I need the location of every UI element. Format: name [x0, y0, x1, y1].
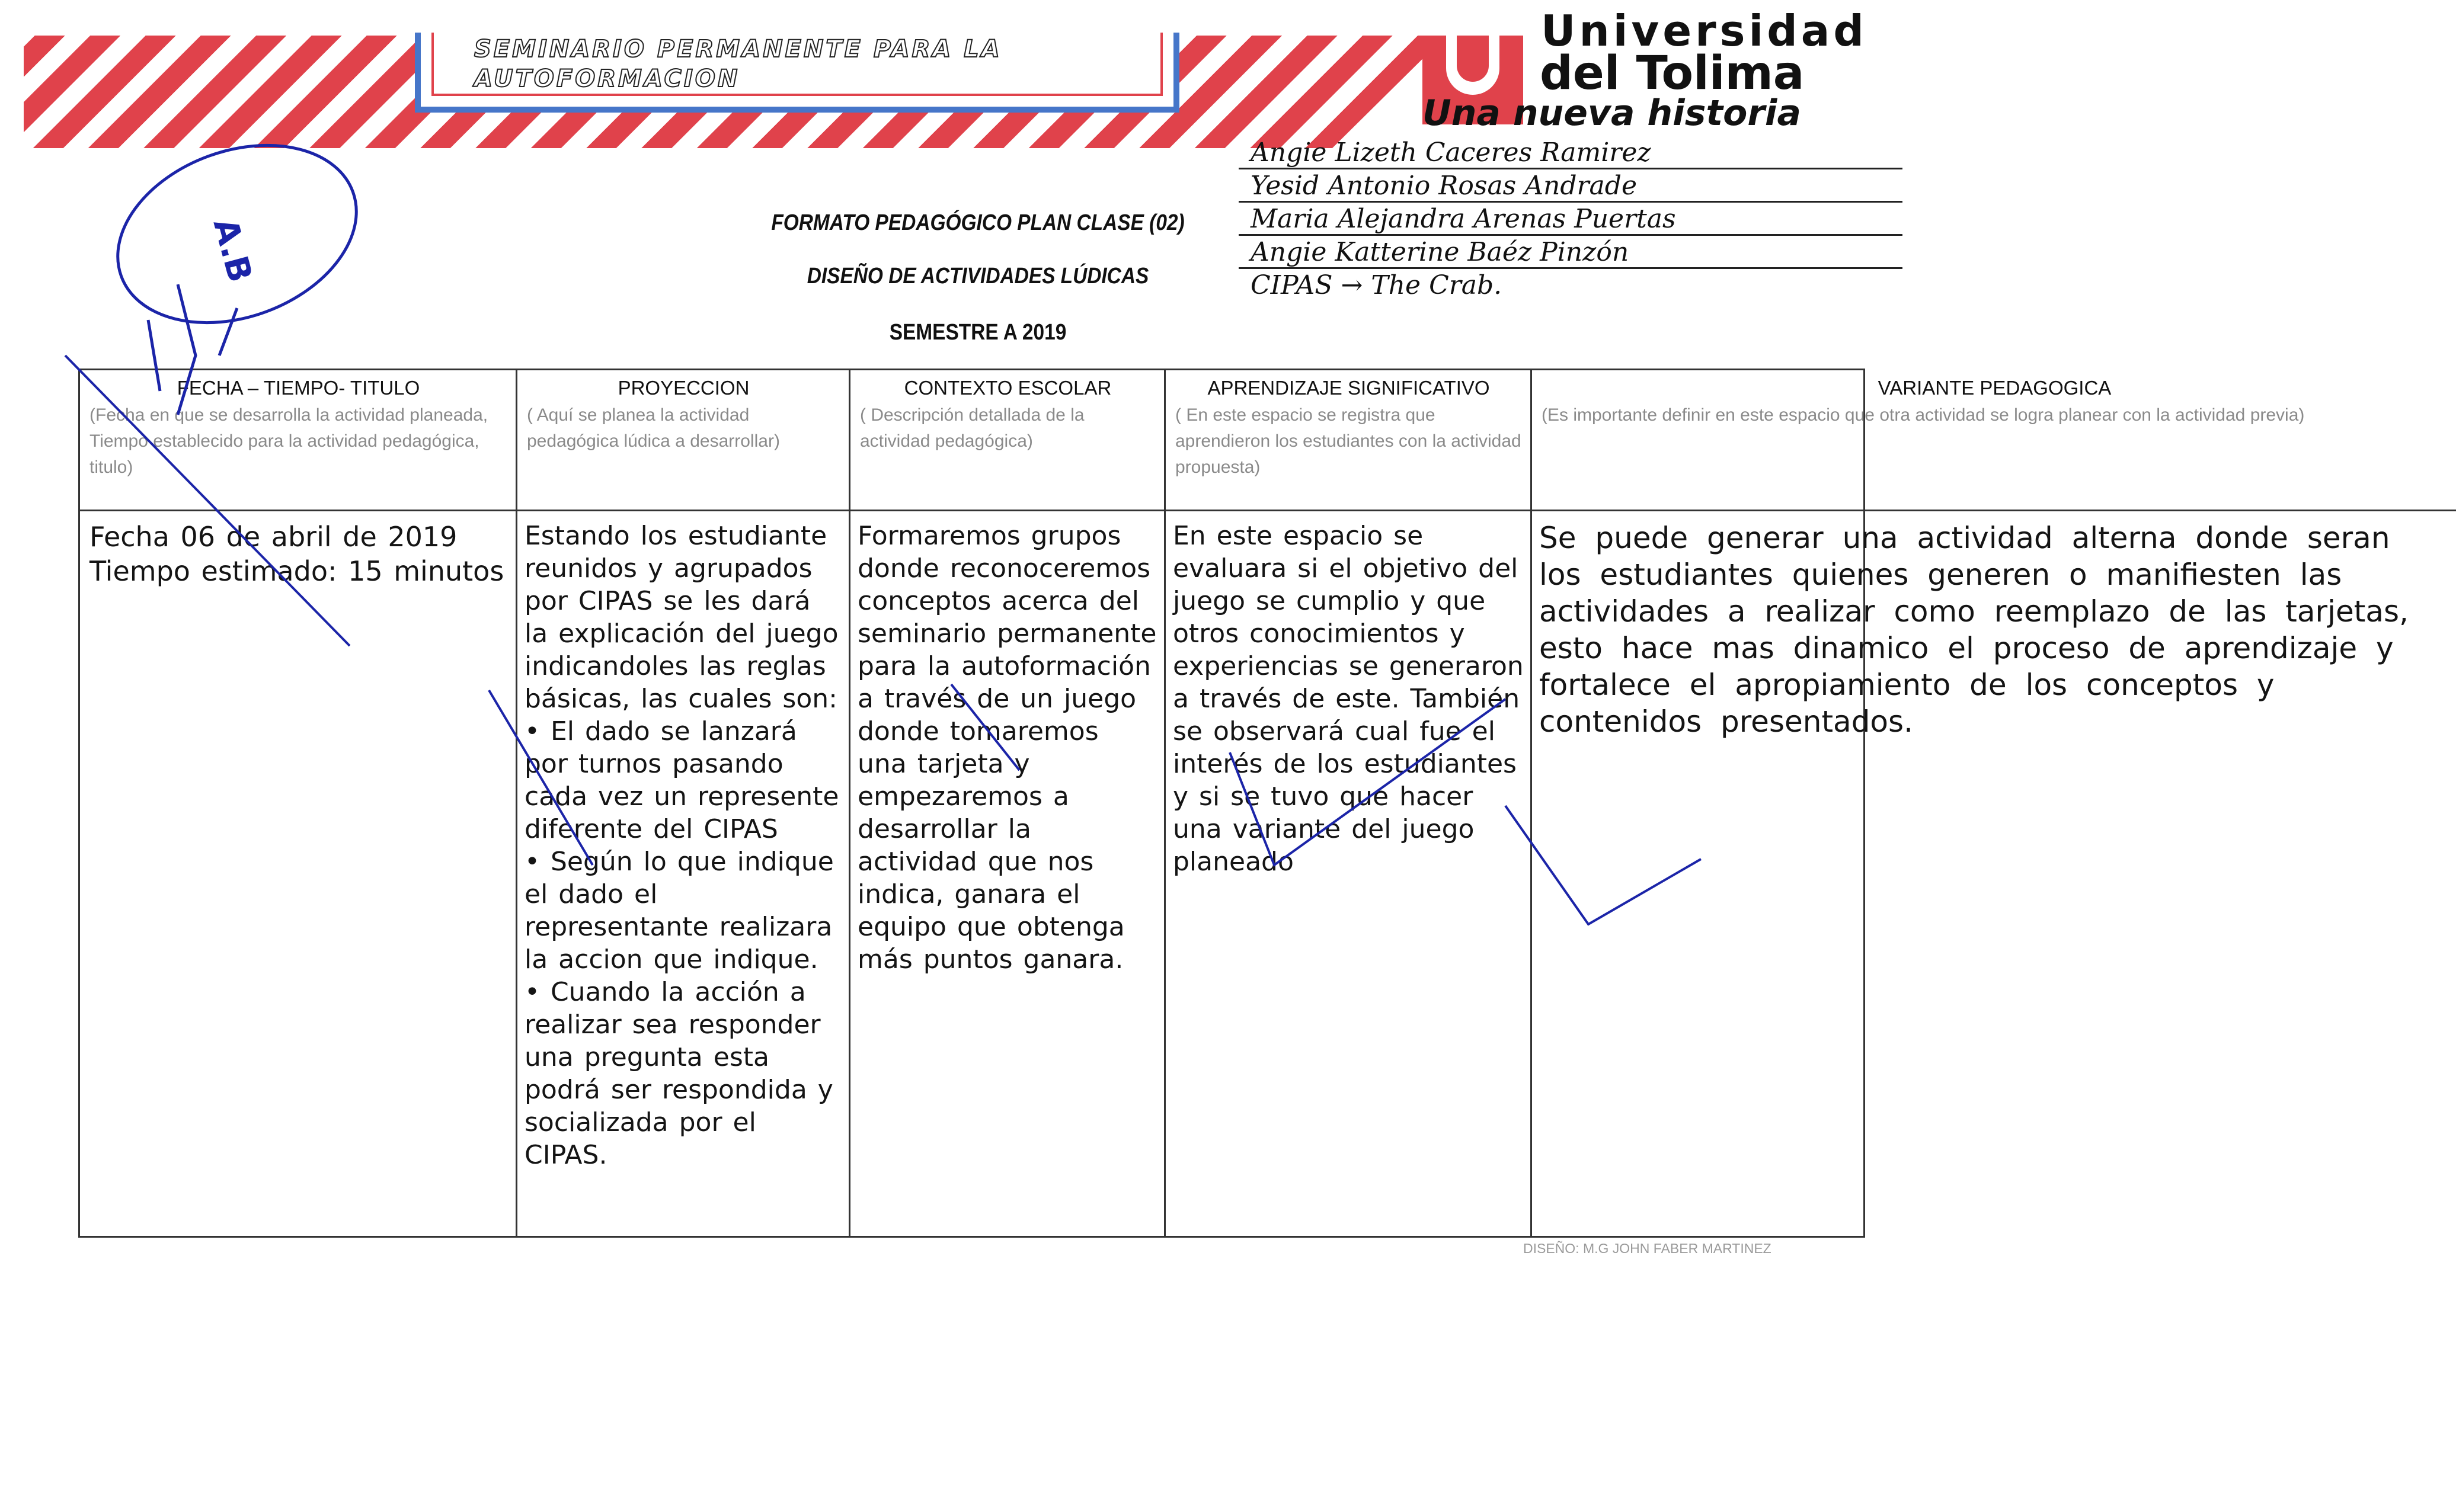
proyeccion-rule: • Según lo que indique el dado el representante realizara la accion que indique. [525, 847, 834, 975]
logo-mark-core [1457, 36, 1489, 82]
column-title: CONTEXTO ESCOLAR [904, 377, 1112, 399]
design-title: DISEÑO DE ACTIVIDADES LÚDICAS [807, 264, 1149, 289]
contexto-text: Formaremos grupos donde reconoceremos conceptos acerca del seminario permanente para la autoformación a través de un juego donde tomaremos una tarjeta y empezaremos a desarrollar la actividad que nos indica, ganara el equipo que obtenga más puntos ganara. [858, 521, 1157, 975]
column-title: APRENDIZAJE SIGNIFICATIVO [1207, 377, 1490, 399]
column-title: VARIANTE PEDAGOGICA [1878, 377, 2112, 399]
circle-mark-initials: A.B [205, 214, 260, 287]
seminar-title-line2: AUTOFORMACION [474, 65, 740, 92]
seminar-title-line1: SEMINARIO PERMANENTE PARA LA [474, 36, 1002, 63]
proyeccion-rule: • Cuando la acción a realizar sea responder una pregunta esta podrá ser respondida y socializada por el CIPAS. [525, 977, 833, 1170]
seminar-title [474, 34, 1173, 94]
cell-proyeccion [517, 511, 850, 1236]
author-line: Maria Alejandra Arenas Puertas [1239, 203, 1902, 236]
proyeccion-rule: • El dado se lanzará por turnos pasando cada vez un represente diferente del CIPAS [525, 716, 839, 844]
activity-date: Fecha 06 de abril de 2019 [89, 521, 458, 553]
author-line: Yesid Antonio Rosas Andrade [1239, 169, 1902, 203]
author-line: Angie Katterine Baéz Pinzón [1239, 236, 1902, 269]
logo-name: del Tolima [1540, 47, 1805, 100]
cell-aprendizaje [1166, 511, 1532, 1236]
column-header-proyeccion [517, 370, 850, 511]
authors-list [1239, 136, 1902, 302]
column-description: (Fecha en que se desarrolla la actividad planeada, Tiempo establecido para la actividad pedagógica, titulo) [89, 405, 488, 477]
cell-contexto [850, 511, 1166, 1236]
logo-slogan: Una nueva historia [1422, 92, 1801, 134]
cell-fecha [80, 511, 517, 1236]
proyeccion-intro: Estando los estudiante reunidos y agrupados por CIPAS se les dará la explicación del juego indicandoles las reglas básicas, las cuales son: [525, 521, 839, 714]
cipas-name: CIPAS → The Crab. [1251, 270, 1502, 300]
column-description: ( En este espacio se registra que aprendieron los estudiantes con la actividad propuesta) [1175, 405, 1521, 477]
column-title: FECHA – TIEMPO- TITULO [177, 377, 420, 399]
variante-text: Se puede generar una actividad alterna donde seran los estudiantes quienes generen o manifiesten las actividades a realizar como reemplazo de las tarjetas, esto hace mas dinamico el proceso de aprendizaje y fortalece el apropiamiento de los conceptos y contenidos presentados. [1539, 521, 2409, 739]
column-header-variante [1532, 370, 2456, 511]
column-description: ( Aquí se planea la actividad pedagógica lúdica a desarrollar) [527, 405, 780, 451]
lesson-plan-table [78, 369, 2409, 1238]
logo-top-line: Universidad [1541, 6, 1867, 56]
author-line: Angie Lizeth Caceres Ramirez [1239, 136, 1902, 169]
column-description: (Es importante definir en este espacio que otra actividad se logra planear con la actividad previa) [1542, 405, 2305, 425]
column-header-contexto [850, 370, 1166, 511]
column-header-aprendizaje [1166, 370, 1532, 511]
semester-title: SEMESTRE A 2019 [889, 320, 1067, 345]
format-title: FORMATO PEDAGÓGICO PLAN CLASE (02) [771, 210, 1185, 235]
column-description: ( Descripción detallada de la actividad pedagógica) [860, 405, 1085, 451]
column-header-fecha [80, 370, 517, 511]
cell-variante [1532, 511, 2456, 1236]
activity-time: Tiempo estimado: 15 minutos [89, 555, 504, 587]
designer-credit: DISEÑO: M.G JOHN FABER MARTINEZ [1523, 1241, 1771, 1256]
column-title: PROYECCION [618, 377, 750, 399]
aprendizaje-text: En este espacio se evaluara si el objetivo del juego se cumplio y que otros conocimientos y experiencias se generaron a través de este. También se observará cual fue el interés de los estudiantes y si se tuvo que hacer una variante del juego planeado [1173, 521, 1524, 877]
